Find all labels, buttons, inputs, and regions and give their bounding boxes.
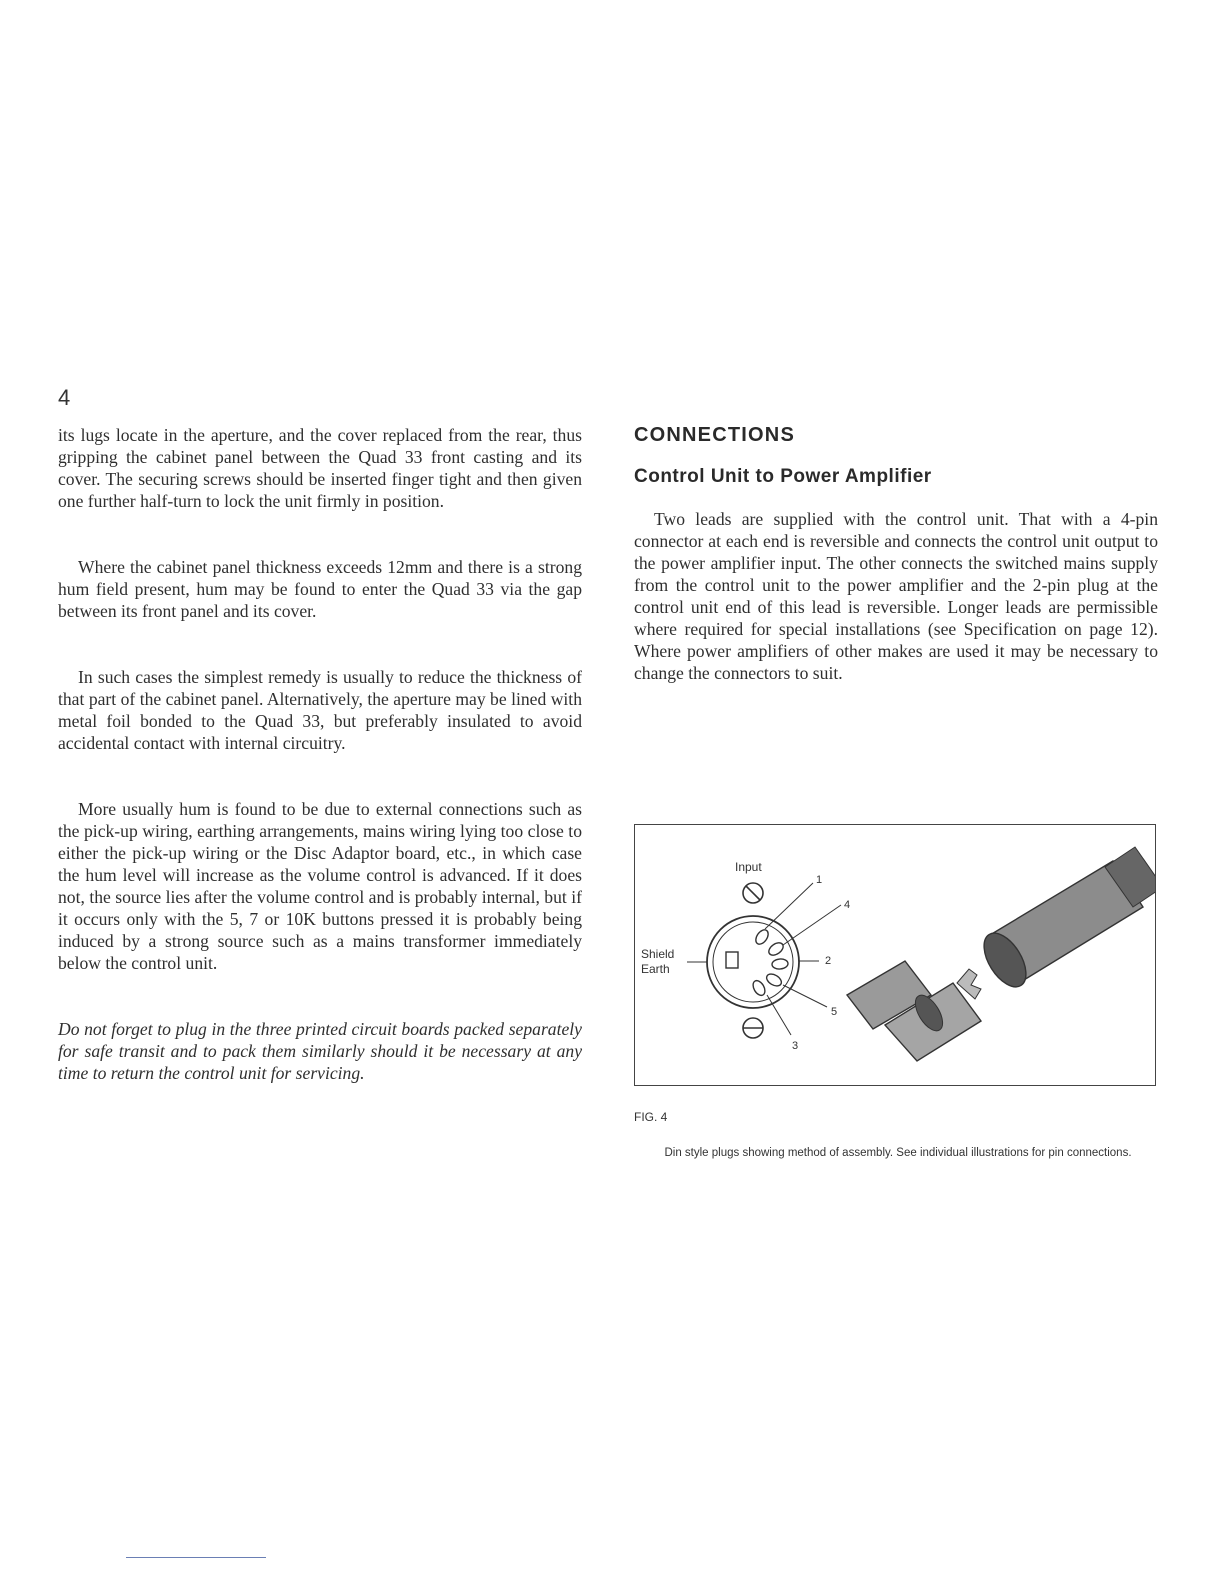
paragraph-hum-sources: More usually hum is found to be due to external connections such as the pick-up wiring, earthing arrangements, mains wiring lying too close to either the pick-up wiring or the Disc Adaptor board, etc., in which case the hum level will increase as the volume control is advanced. If it does not, the source lies after the volume control and is probably internal, but if it occurs only with the 5, 7 or 10K buttons pressed it is probably being induced by a strong source such as a mains transformer immediately below the control unit. <box>58 799 582 973</box>
figure-din-plug <box>634 824 1156 1086</box>
pin-4-contact <box>767 940 786 957</box>
pin-5-contact <box>765 972 784 989</box>
left-column <box>58 424 582 1084</box>
pin-4-leader <box>783 905 841 945</box>
pin-1-label: 1 <box>816 874 823 886</box>
din-plug-illustration <box>635 825 1155 1085</box>
paragraph-remedy: In such cases the simplest remedy is usually to reduce the thickness of that part of the cabinet panel. Alternatively, the aperture may be lined with metal foil bonded to the Quad 33, but preferably insulated to avoid accidental contact with internal circuitry. <box>58 667 582 753</box>
section-heading: CONNECTIONS <box>634 424 795 446</box>
socket-inner-ring <box>713 922 793 1002</box>
figure-label: FIG. 4 <box>634 1110 668 1124</box>
note-circuit-boards: Do not forget to plug in the three printed circuit boards packed separately for safe transit and to pack them similarly should it be necessary at any time to return the control unit for servicing. <box>58 1019 582 1083</box>
page-number: 4 <box>58 385 71 410</box>
earth-label: Earth <box>641 962 670 976</box>
pin-5-label: 5 <box>831 1006 838 1018</box>
shield-pin-icon <box>726 952 738 968</box>
socket-outer-ring <box>707 916 799 1008</box>
paragraph-connections: Two leads are supplied with the control unit. That with a 4-pin connector at each end is reversible and connects the control unit output to the power amplifier input. The other connects the switched mains supply from the control unit to the power amplifier and the 2-pin plug at the control unit end of this lead is reversible. Longer leads are permissible where required for special installations (see Specification on page 12). Where power amplifiers of other makes are used it may be necessary to change the connectors to suit. <box>634 509 1158 683</box>
socket-face-diagram <box>641 860 850 1052</box>
pin-1-contact <box>753 928 770 947</box>
figure-caption: Din style plugs showing method of assembly. See individual illustrations for pin connections. <box>664 1147 1132 1159</box>
pin-1-leader <box>765 883 813 929</box>
paragraph-panel-thickness: Where the cabinet panel thickness exceeds 12mm and there is a strong hum field present, hum may be found to enter the Quad 33 via the gap between its front panel and its cover. <box>58 557 582 621</box>
section-subheading: Control Unit to Power Amplifier <box>634 466 932 487</box>
paragraph-continuation: its lugs locate in the aperture, and the cover replaced from the rear, thus gripping the cabinet panel between the Quad 33 front casting and its cover. The securing screws should be inserted finger tight and then given one further half-turn to lock the unit firmly in position. <box>58 425 582 511</box>
input-screw-slot <box>746 886 760 900</box>
input-label: Input <box>735 860 762 874</box>
shield-label: Shield <box>641 947 675 961</box>
footnote-rule <box>126 1557 266 1558</box>
pin-3-label: 3 <box>792 1040 799 1052</box>
pin-3-contact <box>751 979 768 998</box>
plug-body-drawing <box>847 847 1155 1061</box>
pin-2-label: 2 <box>825 955 832 967</box>
pin-2-contact <box>772 958 789 969</box>
pin-4-label: 4 <box>844 899 851 911</box>
pin-5-leader <box>783 985 827 1007</box>
